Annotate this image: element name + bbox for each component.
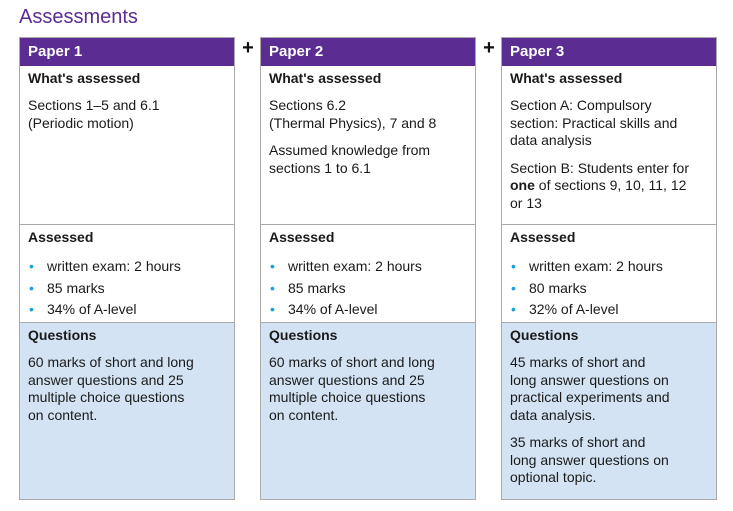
bullet-icon: • — [511, 258, 516, 274]
questions-section — [261, 322, 475, 499]
questions-text: 60 marks of short and long answer questions and 25 multiple choice questions on content. — [28, 354, 194, 423]
page-title: Assessments — [19, 6, 138, 28]
assessed-heading: Assessed — [510, 229, 576, 245]
whats-assessed-text: Assumed knowledge from sections 1 to 6.1 — [269, 142, 431, 176]
assessed-list — [510, 256, 708, 321]
paper-1-header: Paper 1 — [20, 38, 234, 66]
plus-icon: + — [483, 37, 495, 59]
plus-icon: + — [242, 37, 254, 59]
paper-2-column — [260, 37, 476, 500]
list-item: • written exam: 2 hours — [510, 256, 708, 278]
bullet-icon: • — [29, 301, 34, 317]
bullet-icon: • — [511, 301, 516, 317]
questions-section — [502, 322, 716, 499]
questions-heading: Questions — [510, 327, 579, 343]
whats-assessed-text: Sections 1–5 and 6.1 (Periodic motion) — [28, 97, 160, 131]
section-b-text: Section B: Students enter for one of sections 9, 10, 11, 12 or 13 — [510, 159, 689, 211]
bullet-icon: • — [270, 301, 275, 317]
list-item: • written exam: 2 hours — [269, 256, 467, 278]
bullet-icon: • — [511, 279, 516, 296]
assessed-section — [261, 224, 475, 322]
questions-text: 45 marks of short and long answer questions on practical experiments and data analysis. — [510, 354, 670, 423]
paper-2-header: Paper 2 — [261, 38, 475, 66]
list-item: • 34% of A-level — [269, 299, 467, 321]
assessed-list — [28, 256, 226, 321]
assessed-section — [20, 224, 234, 322]
whats-assessed-heading: What's assessed — [28, 70, 141, 86]
whats-assessed-section — [20, 66, 234, 224]
assessed-heading: Assessed — [28, 229, 94, 245]
paper-3-header: Paper 3 — [502, 38, 716, 66]
bullet-icon: • — [29, 279, 34, 296]
whats-assessed-section — [261, 66, 475, 224]
bullet-icon: • — [270, 258, 275, 274]
whats-assessed-text: Sections 6.2 (Thermal Physics), 7 and 8 — [269, 97, 437, 131]
list-item: • 32% of A-level — [510, 299, 708, 321]
assessed-section — [502, 224, 716, 322]
whats-assessed-text: Section A: Compulsory section: Practical skills and data analysis — [510, 97, 678, 148]
paper-1-column — [19, 37, 235, 500]
whats-assessed-heading: What's assessed — [510, 70, 623, 86]
list-item: • 85 marks — [28, 278, 226, 300]
questions-text: 35 marks of short and long answer questions on optional topic. — [510, 434, 669, 485]
questions-section — [20, 322, 234, 499]
whats-assessed-section — [502, 66, 716, 224]
questions-heading: Questions — [28, 327, 97, 343]
list-item: • written exam: 2 hours — [28, 256, 226, 278]
questions-text: 60 marks of short and long answer questions and 25 multiple choice questions on content. — [269, 354, 435, 423]
bullet-icon: • — [29, 258, 34, 274]
emphasis-text: one — [510, 177, 535, 193]
list-item: • 85 marks — [269, 278, 467, 300]
questions-heading: Questions — [269, 327, 338, 343]
list-item: • 34% of A-level — [28, 299, 226, 321]
bullet-icon: • — [270, 279, 275, 296]
assessed-list — [269, 256, 467, 321]
whats-assessed-heading: What's assessed — [269, 70, 382, 86]
paper-3-column — [501, 37, 717, 500]
assessed-heading: Assessed — [269, 229, 335, 245]
list-item: • 80 marks — [510, 278, 708, 300]
